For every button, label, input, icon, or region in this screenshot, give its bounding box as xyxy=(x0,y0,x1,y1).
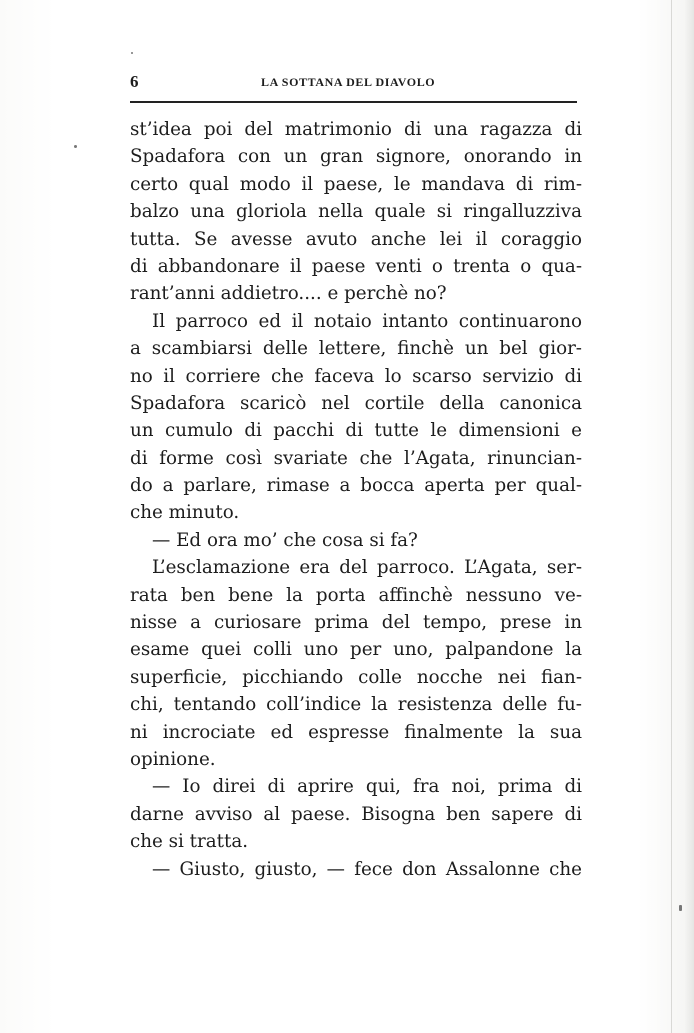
text-line: superficie, picchiando colle nocche nei fian- xyxy=(130,666,582,688)
paper-speck xyxy=(679,905,682,911)
text-line: — Giusto, giusto, — fece don Assalonne che xyxy=(152,858,582,880)
page-edge-line xyxy=(671,0,672,1033)
text-line: un cumulo di pacchi di tutte le dimensioni e xyxy=(130,420,582,442)
text-line: di abbandonare il paese venti o trenta o qua- xyxy=(130,255,582,277)
text-line: — Ed ora mo’ che cosa si fa? xyxy=(152,529,418,551)
paper-speck xyxy=(131,52,133,54)
text-line: rata ben bene la porta affinchè nessuno ve- xyxy=(130,584,582,606)
body-text xyxy=(130,116,582,883)
text-line: do a parlare, rimase a bocca aperta per qual- xyxy=(130,475,582,497)
header-rule xyxy=(130,101,577,103)
running-head xyxy=(130,72,577,92)
text-line: che minuto. xyxy=(130,502,240,524)
text-line: nisse a curiosare prima del tempo, prese in xyxy=(130,612,582,634)
text-line: balzo una gloriola nella quale si ringalluzziva xyxy=(130,201,582,223)
text-line: a scambiarsi delle lettere, finchè un bel gior- xyxy=(130,338,582,360)
text-line: chi, tentando coll’indice la resistenza delle fu- xyxy=(130,694,582,716)
text-line: ni incrociate ed espresse finalmente la sua xyxy=(130,721,582,743)
text-line: no il corriere che faceva lo scarso servizio di xyxy=(130,365,582,387)
running-title: LA SOTTANA DEL DIAVOLO xyxy=(261,75,436,89)
text-line: st’idea poi del matrimonio di una ragazza di xyxy=(130,119,582,140)
page-edge-shadow xyxy=(684,0,694,1033)
text-line: Spadafora con un gran signore, onorando in xyxy=(130,146,582,168)
text-line: di forme così svariate che l’Agata, rinuncian- xyxy=(130,447,582,469)
page-number: 6 xyxy=(130,72,139,91)
paper-speck xyxy=(74,145,77,148)
text-line: che si tratta. xyxy=(130,831,249,853)
text-line: L’esclamazione era del parroco. L’Agata, ser- xyxy=(152,557,582,579)
text-line: Spadafora scaricò nel cortile della canonica xyxy=(130,392,582,414)
text-line: rant’anni addietro.... e perchè no? xyxy=(130,283,447,305)
text-line: tutta. Se avesse avuto anche lei il coraggio xyxy=(130,228,582,250)
text-line: — Io direi di aprire qui, fra noi, prima di xyxy=(152,776,582,798)
text-line: opinione. xyxy=(130,748,216,770)
text-line: esame quei colli uno per uno, palpandone la xyxy=(130,639,582,661)
text-line: Il parroco ed il notaio intanto continuarono xyxy=(152,310,582,332)
text-line: darne avviso al paese. Bisogna ben sapere di xyxy=(130,803,582,825)
text-line: certo qual modo il paese, le mandava di rim- xyxy=(130,173,582,195)
